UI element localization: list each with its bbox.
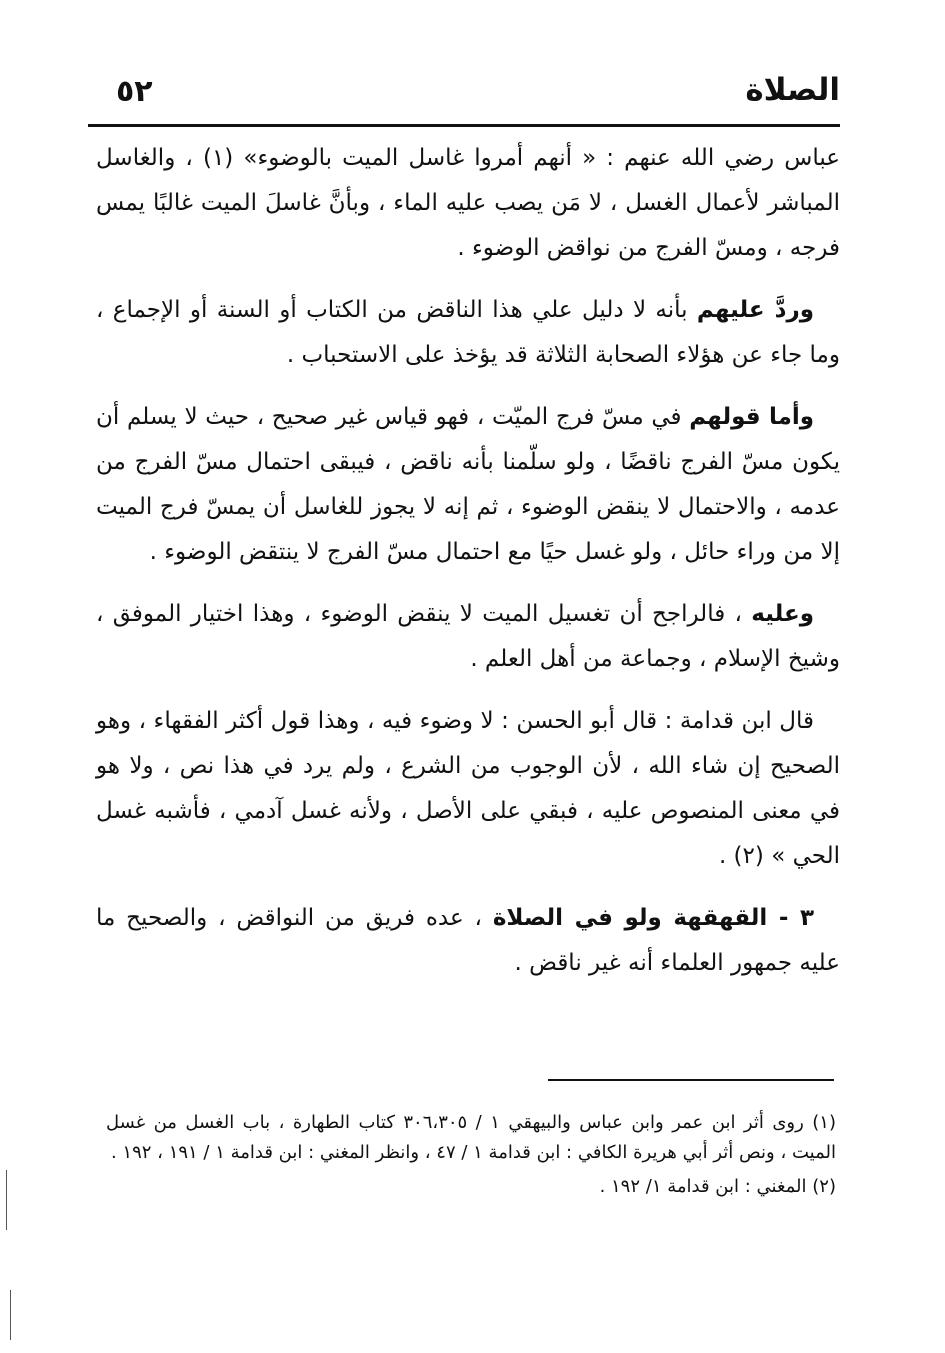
paragraph-1-text: عباس رضي الله عنهم : « أنهم أمروا غاسل الميت بالوضوء» (١) ، والغاسل المباشر لأعمال الغسل ، لا مَن يصب عليه الماء ، وبأنَّ غاسلَ الميت غالبًا يمس فرجه ، ومسّ الفرج من نواقض الوضوء . bbox=[96, 145, 840, 261]
footnote-1 bbox=[106, 1108, 836, 1168]
footnotes bbox=[106, 1108, 836, 1206]
footnote-1-text: روى أثر ابن عمر وابن عباس والبيهقي ١ / ٣٠٦،٣٠٥ كتاب الطهارة ، باب الغسل من غسل الميت ، ونص أثر أبي هريرة الكافي : ابن قدامة ١ / ٤٧ ، وانظر المغني : ابن قدامة ١ / ١٩١ ، ١٩٢ . bbox=[106, 1112, 836, 1163]
paragraph-2-lead: وردَّ عليهم bbox=[696, 297, 814, 323]
paragraph-1 bbox=[96, 136, 840, 271]
paragraph-2-text: بأنه لا دليل علي هذا الناقض من الكتاب أو السنة أو الإجماع ، وما جاء عن هؤلاء الصحابة الثلاثة قد يؤخذ على الاستحباب . bbox=[96, 297, 840, 368]
footnote-2-text: المغني : ابن قدامة ١/ ١٩٢ . bbox=[599, 1176, 807, 1197]
footnote-2-number: (٢) bbox=[812, 1176, 836, 1197]
paragraph-5-text: قال ابن قدامة : قال أبو الحسن : لا وضوء فيه ، وهذا قول أكثر الفقهاء ، وهو الصحيح إن شاء الله ، لأن الوجوب من الشرع ، ولم يرد في هذا نص ، ولا هو في معنى المنصوص عليه ، فبقي على الأصل ، ولأنه غسل آدمي ، فأشبه غسل الحي » (٢) . bbox=[96, 708, 840, 869]
paragraph-5 bbox=[96, 699, 840, 879]
footnote-1-number: (١) bbox=[812, 1112, 836, 1133]
paragraph-4-text: ، فالراجح أن تغسيل الميت لا ينقض الوضوء ، وهذا اختيار الموفق ، وشيخ الإسلام ، وجماعة من أهل العلم . bbox=[96, 601, 840, 672]
paragraph-3-text: في مسّ فرج الميّت ، فهو قياس غير صحيح ، حيث لا يسلم أن يكون مسّ الفرج ناقضًا ، ولو سلّمنا بأنه ناقض ، فيبقى احتمال مسّ الفرج من عدمه ، والاحتمال لا ينقض الوضوء ، ثم إنه لا يجوز للغاسل أن يمسّ فرج الميت إلا من وراء حائل ، ولو غسل حيًا مع احتمال مسّ الفرج لا ينتقض الوضوء . bbox=[96, 404, 840, 565]
scan-edge-mark bbox=[6, 1170, 7, 1230]
scan-edge-mark bbox=[10, 1290, 11, 1340]
paragraph-3 bbox=[96, 395, 840, 575]
paragraph-6-lead: ٣ - القهقهة ولو في الصلاة bbox=[492, 905, 814, 931]
paragraph-6-text: ، عده فريق من النواقض ، والصحيح ما عليه جمهور العلماء أنه غير ناقض . bbox=[96, 905, 840, 976]
page-number: ٥٢ bbox=[116, 74, 153, 109]
page-title: الصلاة bbox=[745, 72, 840, 108]
footnote-2 bbox=[106, 1172, 836, 1202]
footnote-rule bbox=[548, 1079, 834, 1081]
paragraph-3-lead: وأما قولهم bbox=[689, 404, 815, 430]
body-text bbox=[96, 136, 840, 1003]
header-rule bbox=[88, 124, 840, 127]
paragraph-4 bbox=[96, 592, 840, 682]
paragraph-2 bbox=[96, 288, 840, 378]
page-header bbox=[88, 66, 840, 124]
paragraph-6 bbox=[96, 896, 840, 986]
paragraph-4-lead: وعليه bbox=[751, 601, 814, 627]
